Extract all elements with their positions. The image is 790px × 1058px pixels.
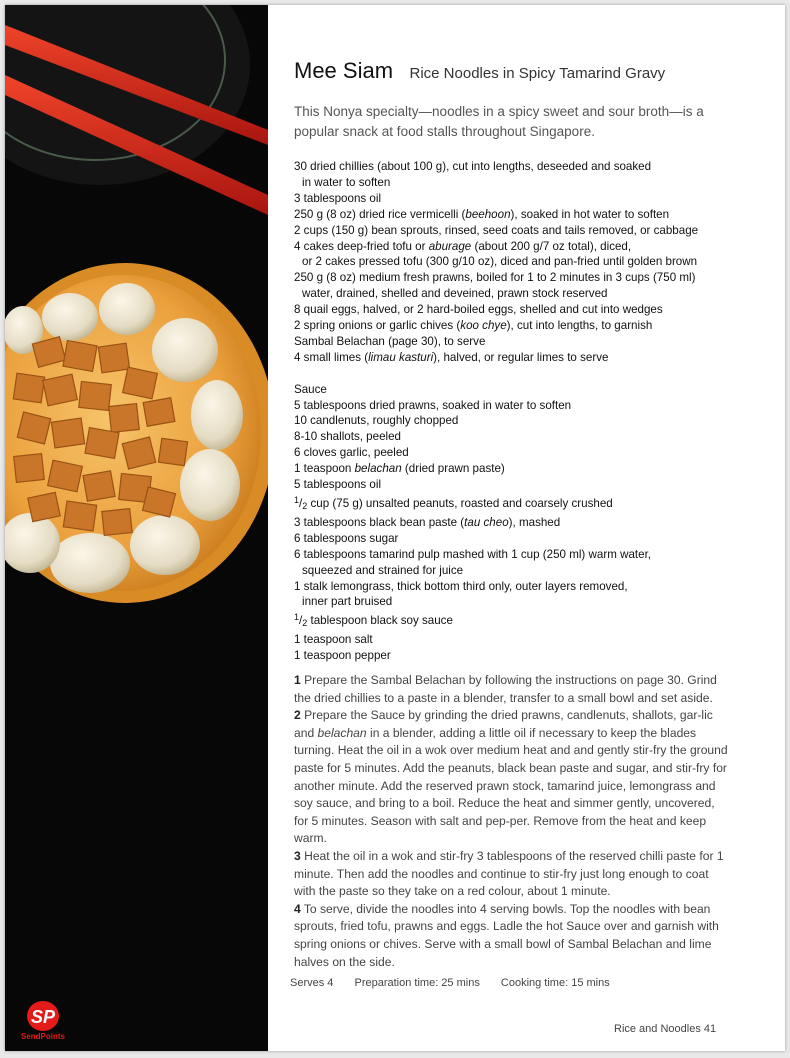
sendpoints-logo <box>13 999 73 1045</box>
sauce-line: 1 teaspoon salt <box>294 633 373 647</box>
sauce-line: inner part bruised <box>302 595 393 609</box>
method-step: 1 Prepare the Sambal Belachan by following the instructions on page 30. Grind the dried chillies to a paste in a blender, transfer to a small bowl and set aside. <box>294 673 717 705</box>
sauce-line: 6 cloves garlic, peeled <box>294 446 409 460</box>
recipe-subtitle: Rice Noodles in Spicy Tamarind Gravy <box>409 65 666 82</box>
ingredient-line: 4 small limes (limau kasturi), halved, or regular limes to serve <box>294 350 609 364</box>
prep-time: Preparation time: 25 mins <box>354 977 480 989</box>
book-page <box>5 5 785 1051</box>
sauce-line: 6 tablespoons tamarind pulp mashed with 1 cup (250 ml) warm water, <box>294 547 652 561</box>
logo-name: SendPoints <box>20 1032 65 1041</box>
sendpoints-logo-icon <box>13 999 73 1033</box>
sauce-line: $^1$/2 cup (75 g) unsalted peanuts, roasted and coarsely crushed <box>294 495 613 512</box>
ingredient-line: 2 cups (150 g) bean sprouts, rinsed, seed coats and tails removed, or cabbage <box>294 223 699 237</box>
mee-siam-bowl-illustration <box>5 5 268 1051</box>
logo-initials: SP <box>30 1007 56 1027</box>
sauce-line: 1 teaspoon pepper <box>294 649 391 663</box>
method-steps <box>294 672 730 971</box>
sauce-line: 1 teaspoon belachan (dried prawn paste) <box>294 462 505 476</box>
method-step: 2 Prepare the Sauce by grinding the dried prawns, candlenuts, shallots, gar-lic and belachan in a blender, adding a little oil if necessary to keep the blades turning. Heat the oil in a wok over medium heat and and gently stir-fry the ground paste for 5 minutes. Add the peanuts, black bean paste and sugar, and stir-fry for another minute. Add the reserved prawn stock, tamarind juice, lemongrass and soy sauce, and bring to a boil. Reduce the heat and simmer gently, uncovered, for 5 minutes. Season with salt and pep-per. Remove from the heat and keep warm. <box>294 708 728 846</box>
sauce-line: 1 stalk lemongrass, thick bottom third only, outer layers removed, <box>294 579 628 593</box>
ingredient-line: 30 dried chillies (about 100 g), cut into lengths, deseeded and soaked <box>294 160 652 173</box>
sauce-line: 6 tablespoons sugar <box>294 531 399 545</box>
ingredient-line: or 2 cakes pressed tofu (300 g/10 oz), diced and pan-fried until golden brown <box>302 255 698 269</box>
method-step: 4 To serve, divide the noodles into 4 serving bowls. Top the noodles with bean sprouts, fried tofu, prawns and eggs. Ladle the hot Sauce over and garnish with spring onions or chives. Serve with a small bowl of Sambal Belachan and lime halves on the side. <box>294 901 719 969</box>
ingredient-line: Sambal Belachan (page 30), to serve <box>294 334 486 348</box>
ingredient-line: 250 g (8 oz) dried rice vermicelli (beehoon), soaked in hot water to soften <box>294 207 670 221</box>
ingredient-line: 2 spring onions or garlic chives (koo chye), cut into lengths, to garnish <box>294 319 653 333</box>
page-footer: Rice and Noodles 41 <box>614 1023 717 1035</box>
ingredient-line: 250 g (8 oz) medium fresh prawns, boiled for 1 to 2 minutes in 3 cups (750 ml) <box>294 271 696 285</box>
ingredient-line: 8 quail eggs, halved, or 2 hard-boiled eggs, shelled and cut into wedges <box>294 303 663 317</box>
recipe-title: Mee Siam <box>294 58 394 83</box>
recipe-footer <box>290 977 628 989</box>
ingredient-list <box>294 159 734 664</box>
method-step: 3 Heat the oil in a wok and stir-fry 3 tablespoons of the reserved chilli paste for 1 minute. Then add the noodles and continue to stir-fry just long enough to coat with the paste so they take on a red colour, about 1 minute. <box>294 848 724 899</box>
sauce-line: squeezed and strained for juice <box>302 563 464 577</box>
sauce-heading: Sauce <box>294 382 327 396</box>
sauce-line: 10 candlenuts, roughly chopped <box>294 414 459 428</box>
cook-time: Cooking time: 15 mins <box>500 977 610 989</box>
sauce-line: 5 tablespoons dried prawns, soaked in water to soften <box>294 398 572 412</box>
ingredient-line: 4 cakes deep-fried tofu or aburage (about 200 g/7 oz total), diced, <box>294 239 632 253</box>
recipe-intro: This Nonya specialty—noodles in a spicy sweet and sour broth—is a popular snack at food stalls throughout Singapore. <box>294 104 704 139</box>
title-row <box>294 58 665 84</box>
serves-info: Serves 4 <box>290 977 334 989</box>
sauce-line: $^1$/2 tablespoon black soy sauce <box>294 612 453 629</box>
food-photo <box>5 5 268 1051</box>
sauce-line: 3 tablespoons black bean paste (tau cheo), mashed <box>294 515 561 529</box>
sauce-line: 8-10 shallots, peeled <box>294 430 401 444</box>
ingredient-line: water, drained, shelled and deveined, prawn stock reserved <box>302 287 608 301</box>
sauce-line: 5 tablespoons oil <box>294 478 382 492</box>
ingredient-line: 3 tablespoons oil <box>294 191 382 205</box>
ingredient-line: in water to soften <box>302 175 391 189</box>
